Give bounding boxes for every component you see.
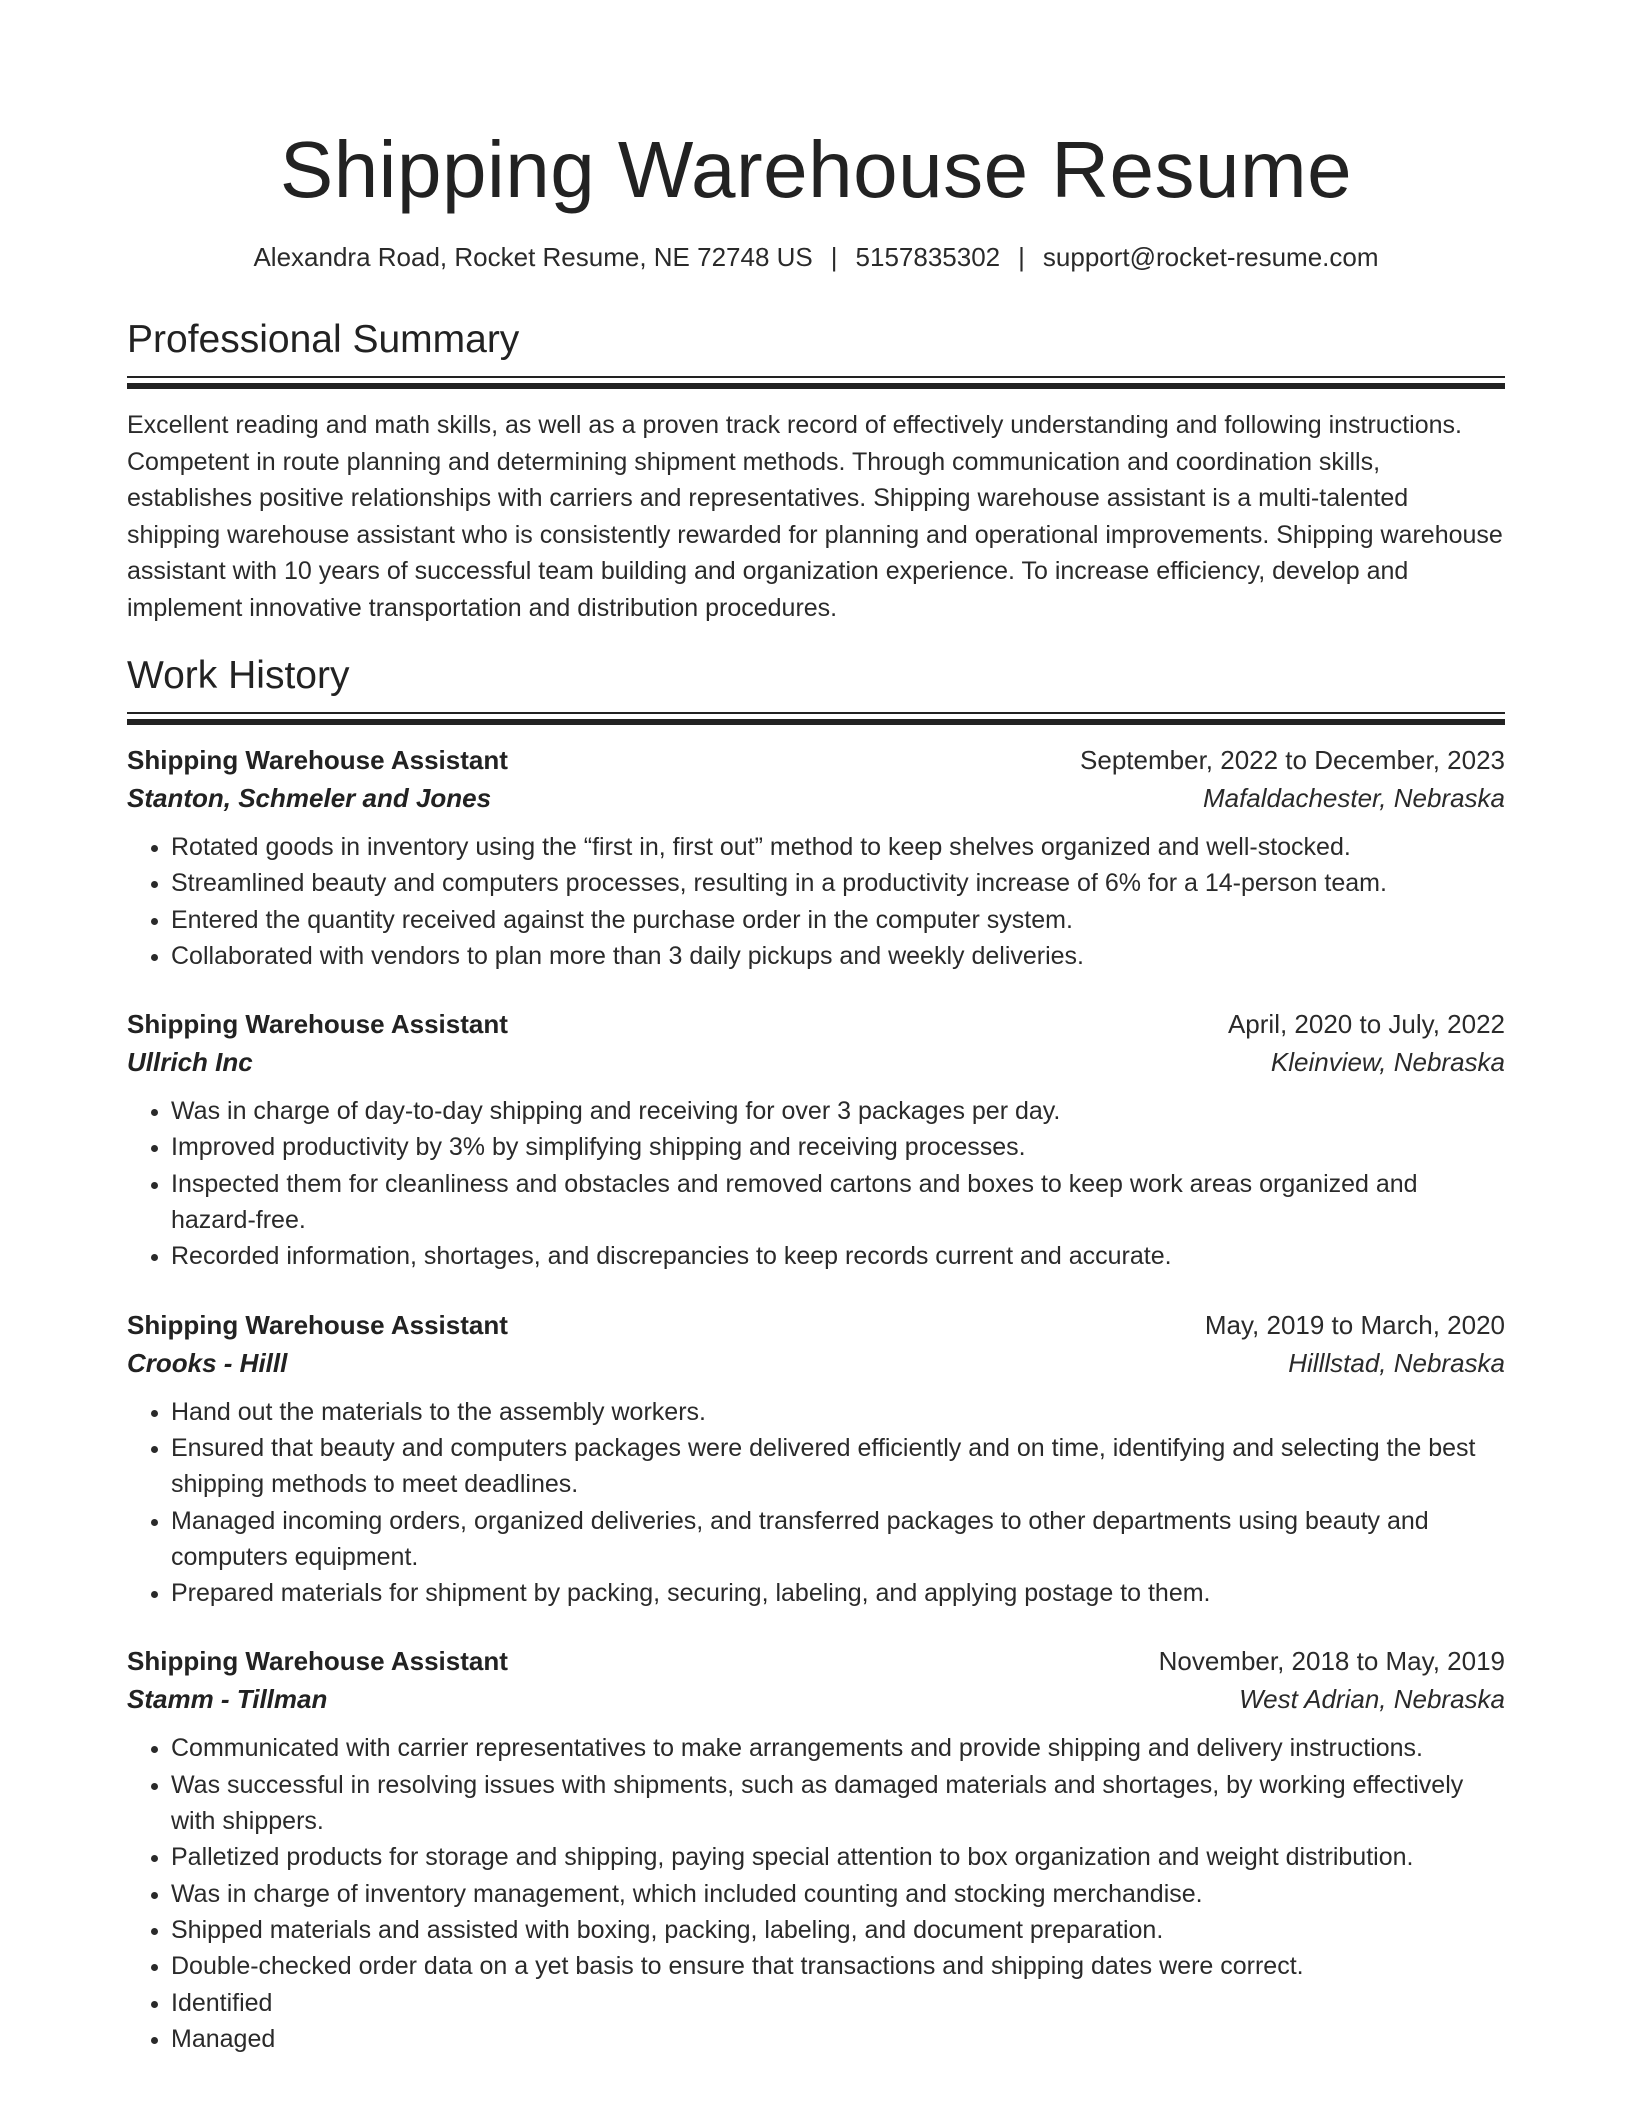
- job-bullet: • Was in charge of inventory management, which included counting and stocking merchandise.: [171, 1876, 1505, 1912]
- job-entry: [127, 1642, 1505, 2057]
- resume-title: Shipping Warehouse Resume: [279, 125, 1353, 214]
- job-bullet: • Hand out the materials to the assembly workers.: [171, 1394, 1505, 1430]
- job-bullet: • Recorded information, shortages, and discrepancies to keep records current and accurate.: [171, 1238, 1505, 1274]
- job-bullet: • Ensured that beauty and computers packages were delivered efficiently and on time, identifying and selecting the best shipping methods to meet deadlines.: [171, 1430, 1505, 1503]
- job-company: Ullrich Inc: [127, 1047, 253, 1078]
- job-dates: November, 2018 to May, 2019: [1158, 1646, 1505, 1677]
- contact-separator: |: [830, 242, 838, 272]
- job-bullet: • Rotated goods in inventory using the “first in, first out” method to keep shelves organized and well-stocked.: [171, 829, 1505, 865]
- job-company: Crooks - Hilll: [127, 1347, 288, 1378]
- job-title: Shipping Warehouse Assistant: [127, 1646, 508, 1677]
- job-entry: [127, 1306, 1505, 1612]
- section-divider: [127, 712, 1505, 725]
- job-bullet: • Collaborated with vendors to plan more than 3 daily pickups and weekly deliveries.: [171, 938, 1505, 974]
- job-company: Stanton, Schmeler and Jones: [127, 783, 492, 813]
- job-bullet: • Managed: [171, 2021, 1505, 2057]
- job-dates: May, 2019 to March, 2020: [1204, 1309, 1505, 1340]
- work-history-heading: Work History: [127, 654, 350, 697]
- job-dates: April, 2020 to July, 2022: [1227, 1009, 1505, 1040]
- contact-line: [127, 240, 1505, 274]
- job-title: Shipping Warehouse Assistant: [127, 745, 508, 775]
- job-bullet: • Was successful in resolving issues with shipments, such as damaged materials and shortages, by working effectively with shippers.: [171, 1767, 1505, 1840]
- job-bullet: • Communicated with carrier representatives to make arrangements and provide shipping and delivery instructions.: [171, 1730, 1505, 1766]
- job-bullets: [127, 1730, 1505, 2057]
- contact-email: support@rocket-resume.com: [1042, 242, 1379, 272]
- job-title: Shipping Warehouse Assistant: [127, 1309, 508, 1340]
- job-bullet: • Prepared materials for shipment by packing, securing, labeling, and applying postage to them.: [171, 1575, 1505, 1611]
- job-bullet: • Identified: [171, 1985, 1505, 2021]
- work-history-section: [127, 652, 1505, 2057]
- job-bullet: • Streamlined beauty and computers processes, resulting in a productivity increase of 6% for a 14-person team.: [171, 865, 1505, 901]
- summary-section: [127, 316, 1505, 626]
- job-company: Stamm - Tillman: [127, 1684, 328, 1715]
- contact-address: Alexandra Road, Rocket Resume, NE 72748 US: [253, 242, 813, 272]
- job-bullets: [127, 1394, 1505, 1612]
- job-bullet: • Managed incoming orders, organized deliveries, and transferred packages to other departments using beauty and computers equipment.: [171, 1503, 1505, 1576]
- section-divider: [127, 376, 1505, 389]
- job-location: Mafaldachester, Nebraska: [1202, 783, 1505, 813]
- job-bullet: • Palletized products for storage and shipping, paying special attention to box organization and weight distribution.: [171, 1839, 1505, 1875]
- job-entry: [127, 741, 1505, 974]
- job-location: Kleinview, Nebraska: [1270, 1047, 1505, 1078]
- job-bullet: • Double-checked order data on a yet basis to ensure that transactions and shipping dates were correct.: [171, 1948, 1505, 1984]
- job-bullets: [127, 829, 1505, 974]
- job-bullet: • Improved productivity by 3% by simplifying shipping and receiving processes.: [171, 1129, 1505, 1165]
- job-title: Shipping Warehouse Assistant: [127, 1009, 508, 1040]
- job-bullet: • Inspected them for cleanliness and obstacles and removed cartons and boxes to keep work areas organized and hazard-free.: [171, 1166, 1505, 1239]
- job-bullet: • Entered the quantity received against the purchase order in the computer system.: [171, 902, 1505, 938]
- job-location: Hilllstad, Nebraska: [1288, 1347, 1505, 1378]
- summary-heading: Professional Summary: [127, 318, 520, 361]
- job-bullet: • Shipped materials and assisted with boxing, packing, labeling, and document preparation.: [171, 1912, 1505, 1948]
- resume-page: [127, 0, 1505, 2057]
- job-location: West Adrian, Nebraska: [1239, 1684, 1505, 1715]
- contact-phone: 5157835302: [855, 242, 1001, 272]
- job-bullet: • Was in charge of day-to-day shipping and receiving for over 3 packages per day.: [171, 1093, 1505, 1129]
- job-dates: September, 2022 to December, 2023: [1080, 745, 1505, 775]
- job-bullets: [127, 1093, 1505, 1274]
- summary-text: Excellent reading and math skills, as well as a proven track record of effectively understanding and following instructions. Competent in route planning and determining shipment methods. Through communication and coordination skills, establishes positive relationships with carriers and representatives. Shipping warehouse assistant is a multi-talented shipping warehouse assistant who is consistently rewarded for planning and operational improvements. Shipping warehouse assistant with 10 years of successful team building and organization experience. To increase efficiency, develop and implement innovative transportation and distribution procedures.: [127, 411, 1503, 622]
- job-entry: [127, 1005, 1505, 1274]
- contact-separator: |: [1018, 242, 1025, 272]
